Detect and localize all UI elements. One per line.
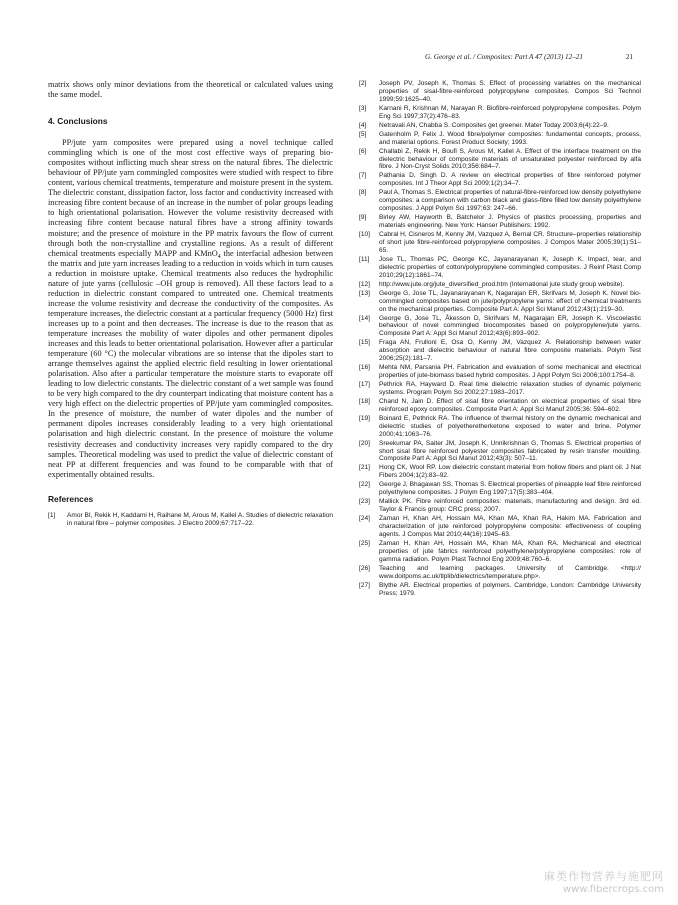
reference-item: [359, 290, 641, 314]
reference-text: Jose TL, Thomas PC, George KC, Jayanarayanan K, Joseph K. Impact, tear, and dielectric properties of cotton/polypropylene commingled composites. J Reinf Plast Comp 2010;29(12):1861–74.: [379, 255, 641, 279]
reference-number: [23]: [359, 498, 370, 506]
reference-item: [359, 189, 641, 213]
reference-number: [18]: [359, 397, 370, 405]
reference-number: [20]: [359, 439, 370, 447]
reference-item: [359, 122, 641, 130]
reference-text: Zaman H, Khan AH, Hossain MA, Khan MA, Khan RA. Mechanical and electrical properties of jute fabrics reinforced polyethylene/polypropylene composites: role of gamma radiation. Polym Plast Technol Eng 2009;48:760–6.: [379, 540, 641, 563]
reference-item: [48, 512, 333, 528]
reference-text: George J, Bhagawan SS, Thomas S. Electrical properties of pineapple leaf fibre reinforced polyethylene composites. J Polym Eng 1997;17(5):383–404.: [379, 481, 641, 497]
reference-item: [359, 481, 641, 497]
reference-text: Karnani R, Krishnan M, Narayan R. Biofibre-reinforced polypropylene composites. Polym Eng Sci 1997;37(2):476–83.: [379, 104, 641, 120]
reference-item: [359, 131, 641, 147]
watermark: [544, 868, 664, 895]
reference-text: Chand N, Jain D. Effect of sisal fibre orientation on electrical properties of sisal fibre reinforced epoxy composites. Composite Part A: Appl Sci Manuf 2005;36: 594–602.: [379, 397, 641, 413]
page-number: 21: [625, 53, 633, 61]
reference-number: [11]: [359, 255, 370, 263]
reference-number: [4]: [359, 121, 367, 129]
reference-text: Challabi Z, Rekik H, Boufi S, Arous M, Kallel A. Effect of the interface treatment on the dielectric behaviour of composite materials of unsaturated polyester reinforced by alfa fibre. J Non-Cryst Solids 2010;356:684–7.: [379, 147, 641, 171]
reference-number: [3]: [359, 104, 367, 112]
reference-item: [359, 582, 641, 598]
reference-number: [15]: [359, 339, 370, 347]
reference-text: Joseph PV, Joseph K, Thomas S. Effect of processing variables on the mechanical properties of sisal-fibre-reinforced polypropylene composites. Compos Sci Technol 1999;59:1625–40.: [379, 80, 641, 103]
watermark-url: www.fibercrops.com: [562, 884, 664, 895]
reference-text: Mallick PK. Fibre reinforced composites: materials, manufacturing and design. 3rd ed. Taylor & Francis group: CRC press; 2007.: [379, 498, 641, 514]
reference-item: [359, 315, 641, 339]
reference-number: [9]: [359, 214, 367, 222]
reference-number: [24]: [359, 515, 370, 523]
conclusion-text-1: PP/jute yarn composites were prepared using a novel technique called commingling which is one of the most cost effective ways of preparing bio-composites without inflicting much shear stress on the natural fibres. The dielectric behaviour of PP/jute yarn commingled composites were studied with respect to fibre content, various chemical treatments, temperature and moisture present in the system. The dielectric constant, dissipation factor, loss factor and conductivity increased with increasing fibre content because of an increase in the number of polar groups leading to high orientational polarisation. However the volume resistivity decreased with increasing fibre content because natural fibres have a strong affinity towards moisture; and the presence of moisture in the PP matrix favours the flow of current through both the non-crystalline and crystalline regions. As a result of different chemical treatments especially MAPP and KMnO: [48, 138, 333, 258]
reference-number: [16]: [359, 364, 370, 372]
reference-item: [359, 364, 641, 380]
reference-text: Zaman H, Khan AH, Hossain MA, Khan MA, Khan RA, Hakim MA. Fabrication and characterization of jute reinforced polypropylene composite: effectiveness of coupling agents. J Compos Mat 2010;44(16):1945–63.: [379, 515, 641, 538]
reference-number: [12]: [359, 280, 370, 288]
reference-number: [1]: [48, 511, 56, 519]
reference-item: [359, 398, 641, 414]
reference-number: [26]: [359, 564, 370, 572]
reference-text: Sreekumar PA, Saiter JM, Joseph K, Unnikrishnan G, Thomas S. Electrical properties of short sisal fibre reinforced polyester composites fabricated by resin transfer moulding. Composite Part A: Appl Sci Manuf 2012;43(3): 507–11.: [379, 439, 641, 463]
left-column: [48, 80, 333, 529]
right-column: [359, 80, 641, 599]
section-title: 4. Conclusions: [48, 116, 108, 127]
reference-number: [8]: [359, 189, 367, 197]
reference-item: [359, 80, 641, 104]
reference-number: [25]: [359, 540, 370, 547]
reference-number: [2]: [359, 80, 367, 87]
reference-text: Gatenholm P, Felix J. Wood fibre/polymer composites: fundamental concepts, process, and material options. Forest Product Society; 1993.: [379, 130, 641, 146]
reference-item: [359, 231, 641, 255]
reference-text: George G, Jose TL, Jayanarayanan K, Nagarajan ER, Skrifvars M, Joseph K. Novel bio-commingled composites based on jute/polypropylene yarns: effect of chemical treatments on the mechanical properties. Composite Part A: Appl Sci Manuf 2012;43(1):219–30.: [379, 289, 641, 313]
reference-item: [359, 148, 641, 172]
reference-text: Netravali AN, Chabba S. Composites get greener. Mater Today 2003;6(4):22–9.: [379, 121, 609, 129]
reference-text: Teaching and learning packages. University of Cambridge. <http:// www.doitpoms.ac.uk/tlplib/dielectrics/temperature.php>.: [379, 564, 641, 580]
references-title: References: [48, 493, 94, 504]
reference-item: [359, 105, 641, 121]
reference-number: [27]: [359, 581, 370, 589]
reference-text: Mehta NM, Parsania PH. Fabrication and evaluation of some mechanical and electrical properties of jute-biomass based hybrid composites. J Appl Polym Sci 2006;100:1754–8.: [379, 364, 641, 380]
reference-text: Pathania D, Singh D. A review on electrical properties of fibre reinforced polymer composites. Int J Theor Appl Sci 2009;1(2):34–7.: [379, 172, 641, 188]
reference-number: [6]: [359, 147, 367, 155]
reference-text: Cabral H, Cisneros M, Kenny JM, Vazquez A, Bernal CR. Structure–properties relationship of short jute fibre-reinforced polypropylene composites. J Compos Mater 2005;39(1):51–65.: [379, 231, 641, 254]
reference-item: [359, 256, 641, 280]
reference-text: Birley AW, Hayworth B, Batchelor J. Physics of plastics processing, properties and materials engineering. New York: Hanser Publishers; 1992.: [379, 214, 641, 230]
journal-citation: G. George et al. / Composites: Part A 47 (2013) 12–21: [425, 53, 583, 61]
conclusion-paragraph: [48, 138, 333, 480]
reference-number: [22]: [359, 481, 370, 489]
reference-text: Fraga AN, Frulloni E, Osa O, Kenny JM, Vazquez A. Relationship between water absorption and dielectric behaviour of natural fibre composite materials. Polym Test 2006;25(2):181–7.: [379, 339, 641, 363]
reference-text: http://www.jute.org/jute_diversified_prod.htm (International jute study group website).: [379, 280, 625, 288]
reference-text: Paul A, Thomas S. Electrical properties of natural-fibre-reinforced low density polyethylene composites: a comparison with carbon black and glass-fibre filled low density polyethylene composites. J Appl Polym Sci 1997;63: 247–66.: [379, 189, 641, 213]
running-header: [48, 53, 633, 65]
reference-text: Amor BI, Rekik H, Kaddami H, Raihane M, Arous M, Kallel A. Studies of dielectric relaxation in natural fibre – polymer composites. J Electro 2009;67:717–22.: [67, 511, 333, 527]
reference-item: [359, 464, 641, 480]
reference-text: Boinard E, Pethrick RA. The influence of thermal history on the dynamic mechanical and dielectric studies of polyetheretherketone exposed to water and brine. Polymer 2000;41:1063–76.: [379, 414, 641, 438]
reference-text: Pethrick RA, Hayward D. Real time dielectric relaxation studies of dynamic polymeric systems. Program Polym Sci 2002;27:1983–2017.: [379, 381, 641, 396]
reference-item: [359, 498, 641, 514]
reference-text: George G, Jose TL, Åkesson D, Skrifvars M, Nagarajan ER, Joseph K. Viscoelastic behaviour of novel commingled biocomposites based on polypropylene/jute yarns. Composite Part A: Appl Sci Manuf 2012;43(6):893–902.: [379, 314, 641, 338]
reference-item: [359, 515, 641, 539]
reference-item: [359, 565, 641, 581]
reference-number: [10]: [359, 231, 370, 239]
reference-number: [13]: [359, 289, 370, 297]
conclusion-subscript: 4: [217, 253, 221, 260]
reference-item: [359, 172, 641, 188]
reference-item: [359, 415, 641, 439]
reference-text: Blythe AR. Electrical properties of polymers. Cambridge, London: Cambridge University Press; 1979.: [379, 581, 641, 597]
reference-item: [359, 214, 641, 230]
intro-paragraph: matrix shows only minor deviations from the theoretical or calculated values using the same model.: [48, 80, 333, 100]
reference-number: [7]: [359, 172, 367, 180]
reference-item: [359, 281, 641, 289]
reference-item: [359, 440, 641, 464]
reference-number: [5]: [359, 130, 367, 138]
reference-number: [17]: [359, 381, 370, 389]
reference-number: [21]: [359, 464, 370, 472]
reference-item: [359, 540, 641, 564]
reference-number: [14]: [359, 314, 370, 322]
reference-number: [19]: [359, 414, 370, 422]
reference-item: [359, 339, 641, 363]
watermark-site-name: 麻类作物营养与施肥网: [544, 870, 664, 883]
reference-text: Hong CK, Wool RP. Low dielectric constant material from hollow fibers and plant oil. J Nat Fibers 2004;1(2):83–92.: [379, 464, 641, 480]
reference-item: [359, 381, 641, 397]
conclusion-text-2: the interfacial adhesion between the matrix and jute yarn increases leading to a reduction in voids which in turn causes a reduction in moisture uptake. Chemical treatments also reduces the hydrophilic nature of jute yarns (cellulosic –OH group is removed). All these factors lead to a reduction in dielectric constant compared to untreated one. Chemical treatments increase the volume resistivity and decrease the conductivity of the composites. As temperature increases, the dielectric constant at a particular frequency (5000 Hz) first increases up to a point and then decreases. The increase is due to the reason that as temperature increases the mobility of water dipoles and other permanent dipoles increases and this leads to better orientational polarisation. However after a particular temperature (60 °C) the molecular vibrations are so intense that the dipoles start to arrange themselves against the applied electric field resulting in lower orientational polarisation. Also after a particular temperature the moisture starts to evaporate off leading to low dielectric constants. The dielectric constant of a wet sample was found to be very high compared to the dry counterpart indicating that moisture content has a very high effect on the dielectric properties of PP/jute yarn commingled composites. In the presence of moisture, the number of water dipoles and the number of permanent dipoles increases considerably leading to a very high orientational polarisation and high dielectric constant. In the presence of moisture the volume resistivity decreases and conductivity increases very rapidly compared to the dry samples. Theoretical modeling was used to predict the value of dielectric constant of neat PP at different frequencies and was found to be comparable with that of experimentally obtained results.: [48, 248, 333, 479]
